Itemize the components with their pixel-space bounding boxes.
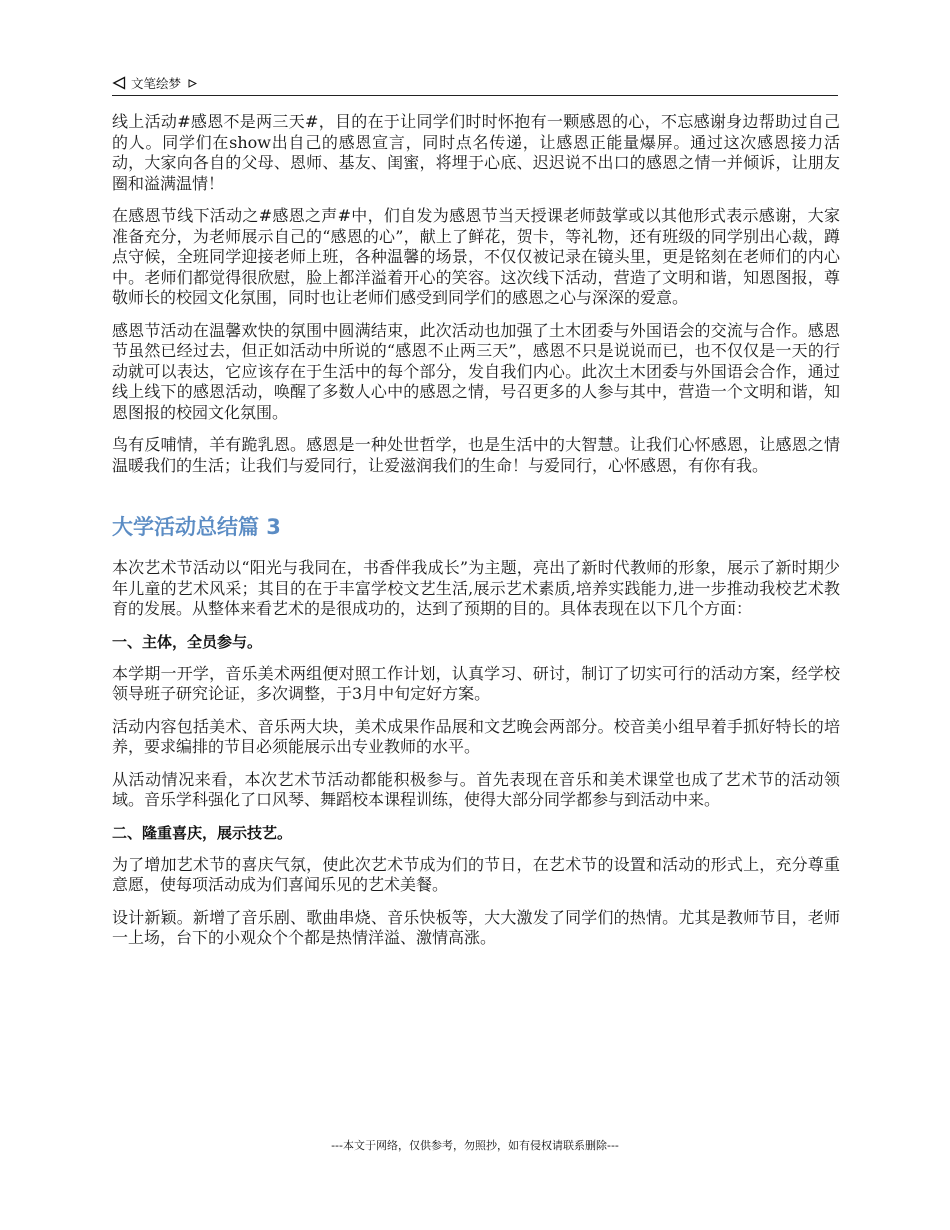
subheading: 二、隆重喜庆，展示技艺。: [112, 823, 293, 842]
page-header: [112, 71, 838, 96]
paragraph: 为了增加艺术节的喜庆气氛，使此次艺术节成为们的节日，在艺术节的设置和活动的形式上，充分尊重意愿，使每项活动成为们喜闻乐见的艺术美餐。: [112, 854, 840, 894]
paragraph: 线上活动#感恩不是两三天#，目的在于让同学们时时怀抱有一颗感恩的心，不忘感谢身边帮助过自己的人。同学们在show出自己的感恩宣言，同时点名传递，让感恩正能量爆屏。通过这次感恩接力活动，大家向各自的父母、恩师、基友、闺蜜，将埋于心底、迟迟说不出口的感恩之情一并倾诉，让朋友圈和溢满温情！: [112, 112, 840, 193]
paragraph: 设计新颖。新增了音乐剧、歌曲串烧、音乐快板等，大大激发了同学们的热情。尤其是教师节目，老师一上场，台下的小观众个个都是热情洋溢、激情高涨。: [112, 907, 840, 947]
section-intro: 本次艺术节活动以“阳光与我同在，书香伴我成长”为主题，亮出了新时代教师的形象，展示了新时期少年儿童的艺术风采；其目的在于丰富学校文艺生活,展示艺术素质,培养实践能力,进一步推动我校艺术教育的发展。从整体来看艺术的是很成功的，达到了预期的目的。具体表现在以下几个方面：: [112, 558, 840, 618]
section-title: 大学活动总结篇 3: [112, 515, 281, 539]
left-triangle-icon: [112, 76, 126, 90]
paragraph: 从活动情况来看，本次艺术节活动都能积极参与。首先表现在音乐和美术课堂也成了艺术节的活动领域。音乐学科强化了口风琴、舞蹈校本课程训练，使得大部分同学都参与到活动中来。: [112, 769, 840, 809]
brand: [112, 74, 197, 92]
paragraph: 鸟有反哺情，羊有跪乳恩。感恩是一种处世哲学，也是生活中的大智慧。让我们心怀感恩，让感恩之情温暖我们的生活；让我们与爱同行，让爱滋润我们的生命！与爱同行，心怀感恩，有你有我。: [112, 435, 840, 475]
brand-name: 文笔绘梦: [131, 76, 182, 91]
right-triangle-icon: [188, 79, 197, 88]
paragraph: 本学期一开学，音乐美术两组便对照工作计划，认真学习、研讨，制订了切实可行的活动方案，经学校领导班子研究论证，多次调整，于3月中旬定好方案。: [112, 663, 840, 703]
subheading: 一、主体，全员参与。: [112, 632, 263, 651]
paragraph: 感恩节活动在温馨欢快的氛围中圆满结束，此次活动也加强了土木团委与外国语会的交流与合作。感恩节虽然已经过去，但正如活动中所说的“感恩不止两三天”，感恩不只是说说而已，也不仅仅是一天的行动就可以表达，它应该存在于生活中的每个部分，发自我们内心。此次土木团委与外国语会合作，通过线上线下的感恩活动，唤醒了多数人心中的感恩之情，号召更多的人参与其中，营造一个文明和谐，知恩图报的校园文化氛围。: [112, 320, 840, 422]
document-body: [112, 112, 840, 961]
paragraph: 活动内容包括美术、音乐两大块，美术成果作品展和文艺晚会两部分。校音美小组早着手抓好特长的培养，要求编排的节目必须能展示出专业教师的水平。: [112, 716, 840, 756]
paragraph: 在感恩节线下活动之#感恩之声#中，们自发为感恩节当天授课老师鼓掌或以其他形式表示感谢，大家准备充分，为老师展示自己的“感恩的心”，献上了鲜花，贺卡，等礼物，还有班级的同学别出心裁，蹲点守候，全班同学迎接老师上班，各种温馨的场景，不仅仅被记录在镜头里，更是铭刻在老师们的内心中。老师们都觉得很欣慰，脸上都洋溢着开心的笑容。这次线下活动，营造了文明和谐，知恩图报，尊敬师长的校园文化氛围，同时也让老师们感受到同学们的感恩之心与深深的爱意。: [112, 206, 840, 307]
footer-disclaimer: ---本文于网络，仅供参考，勿照抄，如有侵权请联系删除---: [331, 1139, 619, 1152]
